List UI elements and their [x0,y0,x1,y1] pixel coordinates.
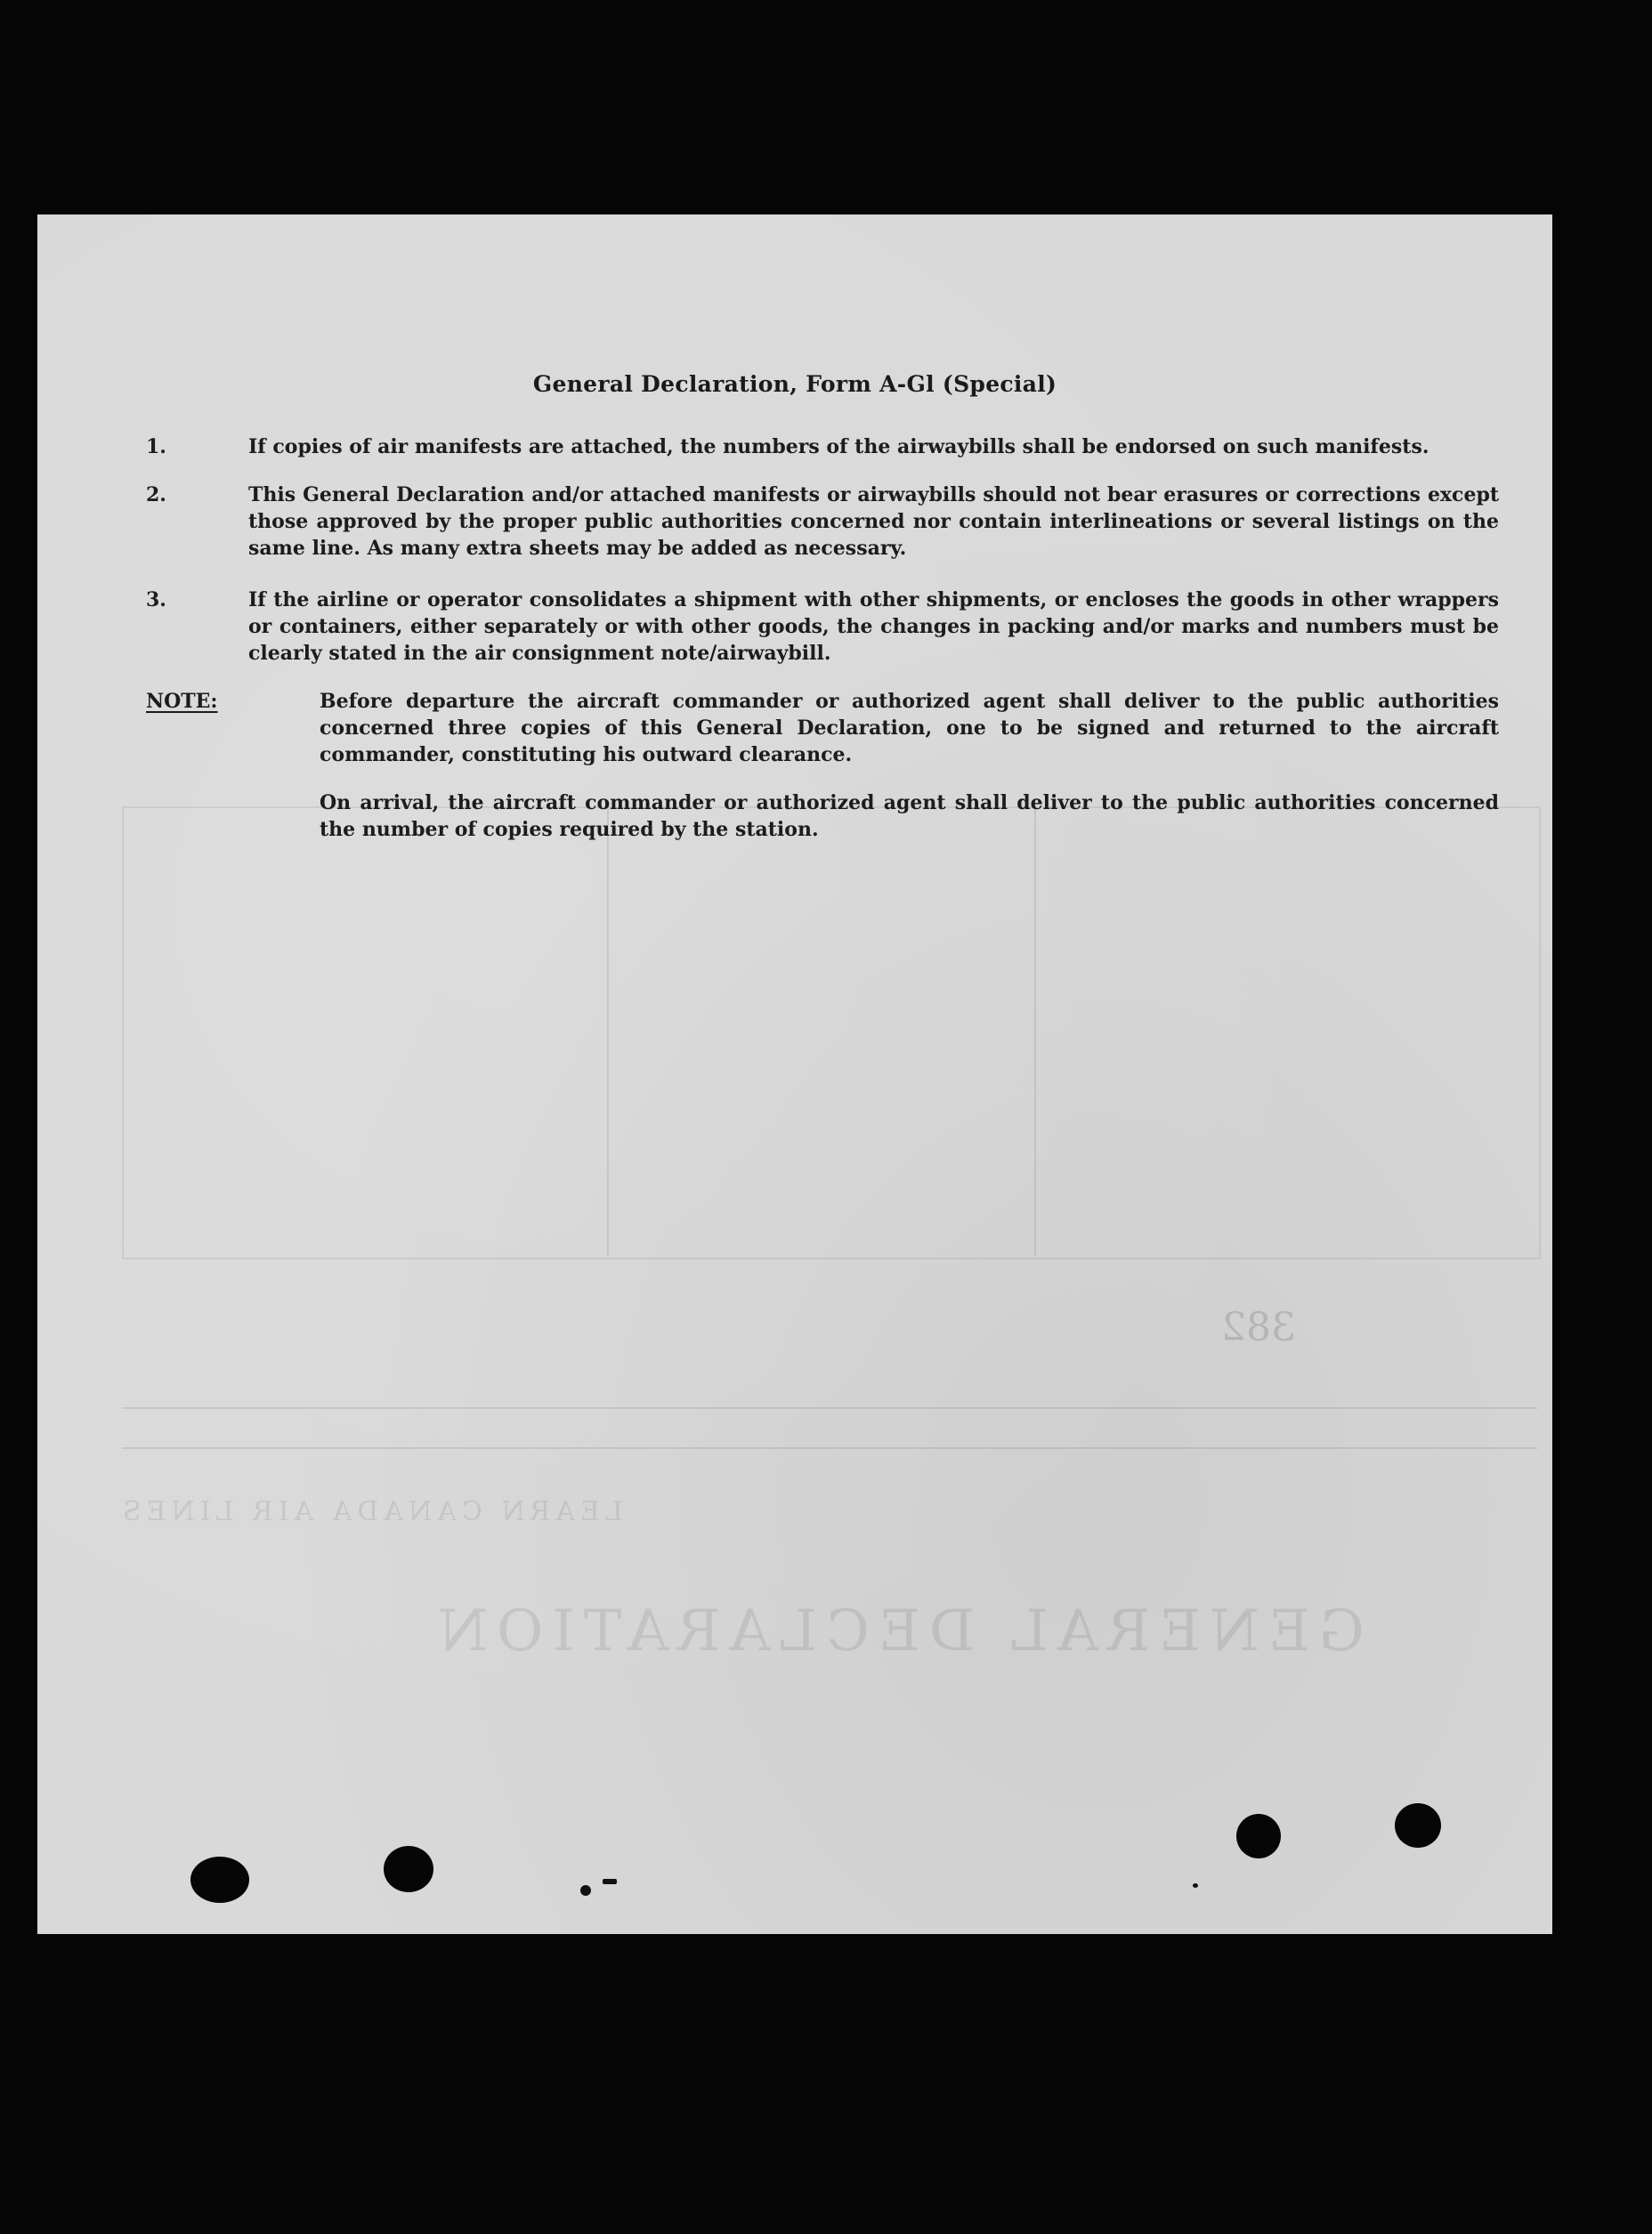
bleed-through-line: LEARN CANADA AIR LINES [117,1496,623,1527]
instruction-item-2 [146,482,1499,562]
bleed-through-number: 382 [1221,1305,1296,1350]
bleed-through-rule [122,1447,1537,1449]
punch-hole [190,1857,249,1903]
bleed-through-table [122,806,1541,1259]
bleed-through-heading: GENERAL DECLARATION [429,1599,1365,1664]
instruction-item-1 [146,433,1499,460]
ink-speck [580,1885,591,1896]
punch-hole [384,1846,433,1892]
ink-speck [603,1879,617,1884]
note-paragraph-2: On arrival, the aircraft commander or authorized agent shall deliver to the public authorities concerned the number of copies required by the station. [320,791,1499,841]
ink-speck [1193,1883,1198,1888]
bleed-through-divider [1034,806,1036,1256]
item-number: 1. [146,435,166,458]
note-label: NOTE: [146,690,218,713]
punch-hole [1236,1814,1281,1858]
note-paragraph-1: Before departure the aircraft commander or authorized agent shall deliver to the public authorities concerned three copies of this General Declaration, one to be signed and returned to the aircraft commander, constituting his outward clearance. [320,690,1499,766]
bleed-through-rule [122,1407,1537,1409]
item-text: If copies of air manifests are attached, the numbers of the airwaybills shall be endorsed on such manifests. [248,435,1429,458]
bleed-through-divider [607,806,609,1256]
item-text: If the airline or operator consolidates a shipment with other shipments, or encloses the goods in other wrappers or containers, either separately or with other goods, the changes in packing and/or marks and numbers must be clearly stated in the air consignment note/airwaybill. [248,588,1499,665]
document-page [37,214,1552,1934]
item-text: This General Declaration and/or attached manifests or airwaybills should not bear erasures or corrections except those approved by the proper public authorities concerned nor contain interlineations or several listings on the same line. As many extra sheets may be added as necessary. [248,483,1499,560]
item-number: 3. [146,588,166,611]
note-block [146,688,1499,843]
page-title: General Declaration, Form A-Gl (Special) [532,371,1057,397]
punch-hole [1395,1803,1441,1848]
instruction-item-3 [146,587,1499,667]
item-number: 2. [146,483,166,506]
